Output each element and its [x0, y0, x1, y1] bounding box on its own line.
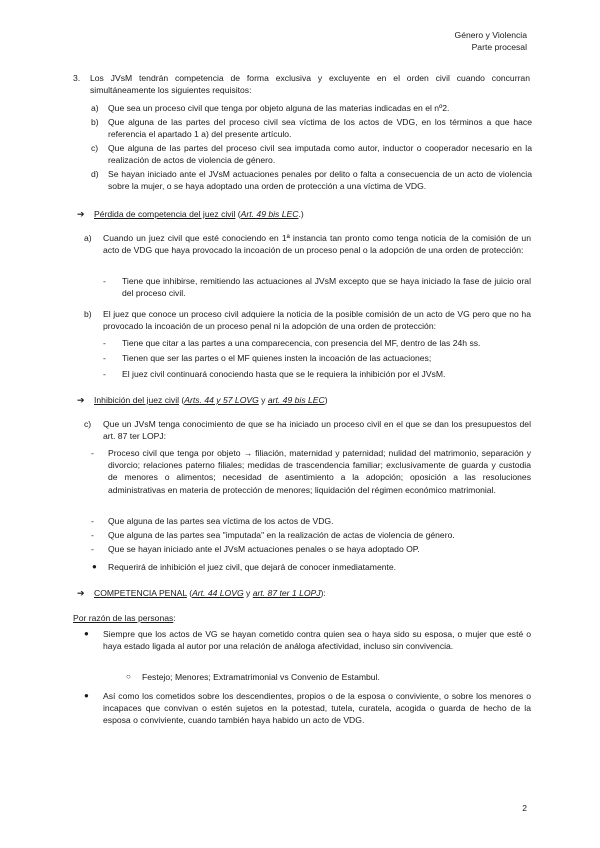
perdida-title: Pérdida de competencia del juez civil [94, 209, 236, 219]
inhibicion-dash-item: Que alguna de las partes sea víctima de los actos de VDG. [108, 516, 334, 526]
inhibicion-heading: Inhibición del juez civil (Arts. 44 y 57 LOVG y art. 49 bis LEC) [94, 395, 328, 405]
bullet-icon: ● [92, 562, 97, 571]
inhibicion-title: Inhibición del juez civil [94, 395, 180, 405]
inhibicion-ref1: Arts. 44 y 57 LOVG [184, 395, 259, 405]
inhibicion-dash-item: Que alguna de las partes sea "imputada" en la realización de actas de violencia de género. [108, 530, 455, 540]
dash-marker: - [91, 530, 94, 540]
item-label: a) [84, 233, 92, 243]
inhibicion-dash-item: Proceso civil que tenga por objeto → filiación, maternidad y paternidad; nulidad del matrimonio, separación y divorcio; relaciones paterno filiales; medidas de trascendencia familiar; exclusivamente de guarda y custodia de menores o alimentos; necesidad de asentimiento a la adopción; oposición a las resoluciones administrativas en materia de protección de menores; liquidación del régimen económico matrimonial. [108, 448, 531, 495]
penal-bullet: Así como los cometidos sobre los descendientes, propios o de la esposa o conviviente, o sobre los menores o incapaces que convivan o estén sujetos en la potestad, tutela, curatela, acogida o guarda de hecho de la esposa o conviviente, cuando también haya habido un acto de VDG. [103, 691, 531, 726]
page-number: 2 [522, 803, 527, 813]
arrow-icon: ➔ [77, 209, 85, 219]
penal-sub-bullet: Festejo; Menores; Extramatrimonial vs Convenio de Estambul. [142, 672, 380, 682]
arrow-icon: ➔ [77, 588, 85, 598]
inhibicion-ref2: art. 49 bis LEC [267, 395, 325, 405]
perdida-b-sub: El juez civil continuará conociendo hasta que se le requiera la inhibición por el JVsM. [122, 369, 446, 379]
inhibicion-c-text: Que un JVsM tenga conocimiento de que se ha iniciado un proceso civil en el que se dan los presupuestos del art. 87 ter LOPJ: [103, 419, 531, 442]
dash-marker: - [103, 338, 106, 348]
perdida-a-sub: Tiene que inhibirse, remitiendo las actuaciones al JVsM excepto que se haya iniciado la fase de juicio oral del proceso civil. [122, 276, 531, 299]
item-text: Que alguna de las partes del proceso civil sea imputada como autor, inductor o cooperador necesario en la realización de actos de violencia de género. [108, 143, 532, 166]
item-label: c) [91, 143, 99, 153]
bullet-icon: ● [84, 629, 89, 638]
bullet-icon: ● [84, 691, 89, 700]
perdida-b-sub: Tienen que ser las partes o el MF quienes insten la incoación de las actuaciones; [122, 353, 432, 363]
header-section: Parte procesal [471, 41, 527, 52]
item-text: Que alguna de las partes del proceso civil sea víctima de los actos de VDG, en los términos a que hace referencia el apartado 1 a) del presente artículo. [108, 117, 532, 140]
section-intro: Los JVsM tendrán competencia de forma exclusiva y excluyente en el orden civil cuando concurran simultáneamente los siguientes requisitos: [90, 73, 530, 96]
item-label: b) [91, 117, 99, 127]
penal-heading: COMPETENCIA PENAL (Art. 44 LOVG y art. 87 ter 1 LOPJ): [94, 588, 326, 598]
item-label: d) [91, 169, 99, 179]
penal-title: COMPETENCIA PENAL [94, 588, 187, 598]
persons-heading: Por razón de las personas: [73, 613, 176, 623]
perdida-b-text: El juez que conoce un proceso civil adquiere la noticia de la posible comisión de un acto de VG pero que no ha provocado la incoación de un proceso penal ni la adopción de una orden de protección: [103, 309, 531, 332]
perdida-b-sub: Tiene que citar a las partes a una comparecencia, con presencia del MF, dentro de las 24h ss. [122, 338, 481, 348]
perdida-a-text: Cuando un juez civil que esté conociendo en 1ª instancia tan pronto como tenga noticia de la comisión de un acto de VDG que haya provocado la incoación de un proceso penal o la adopción de una orden de protección: [103, 233, 531, 256]
penal-bullet: Siempre que los actos de VG se hayan cometido contra quien sea o haya sido su esposa, o mujer que esté o haya estado ligada al autor por una relación de análoga afectividad, incluso sin convivencia. [103, 629, 531, 652]
dash-marker: - [103, 369, 106, 379]
dash-marker: - [91, 448, 94, 458]
dash-marker: - [91, 544, 94, 554]
dash-marker: - [91, 516, 94, 526]
header-subject: Género y Violencia [454, 30, 527, 40]
dash-marker: - [103, 353, 106, 363]
item-label: a) [91, 103, 99, 113]
penal-ref1: Art. 44 LOVG [192, 588, 244, 598]
penal-ref2: art. 87 ter 1 LOPJ [252, 588, 321, 598]
section-number: 3. [73, 73, 81, 83]
perdida-ref: Art. 49 bis LEC [240, 209, 299, 219]
inhibicion-bullet: Requerirá de inhibición el juez civil, que dejará de conocer inmediatamente. [108, 562, 397, 572]
page-header [455, 30, 527, 53]
item-label: b) [84, 309, 92, 319]
arrow-icon: ➔ [77, 395, 85, 405]
circle-bullet-icon: ○ [126, 672, 131, 681]
item-text: Que sea un proceso civil que tenga por objeto alguna de las materias indicadas en el nº2. [108, 103, 450, 113]
item-label: c) [84, 419, 92, 429]
inhibicion-dash-item: Que se hayan iniciado ante el JVsM actuaciones penales o se haya adoptado OP. [108, 544, 420, 554]
dash-marker: - [103, 276, 106, 286]
perdida-heading: Pérdida de competencia del juez civil (Art. 49 bis LEC.) [94, 209, 304, 219]
item-text: Se hayan iniciado ante el JVsM actuaciones penales por delito o falta a consecuencia de un acto de violencia sobre la mujer, o se haya adoptado una orden de protección a una víctima de VDG. [108, 169, 532, 192]
